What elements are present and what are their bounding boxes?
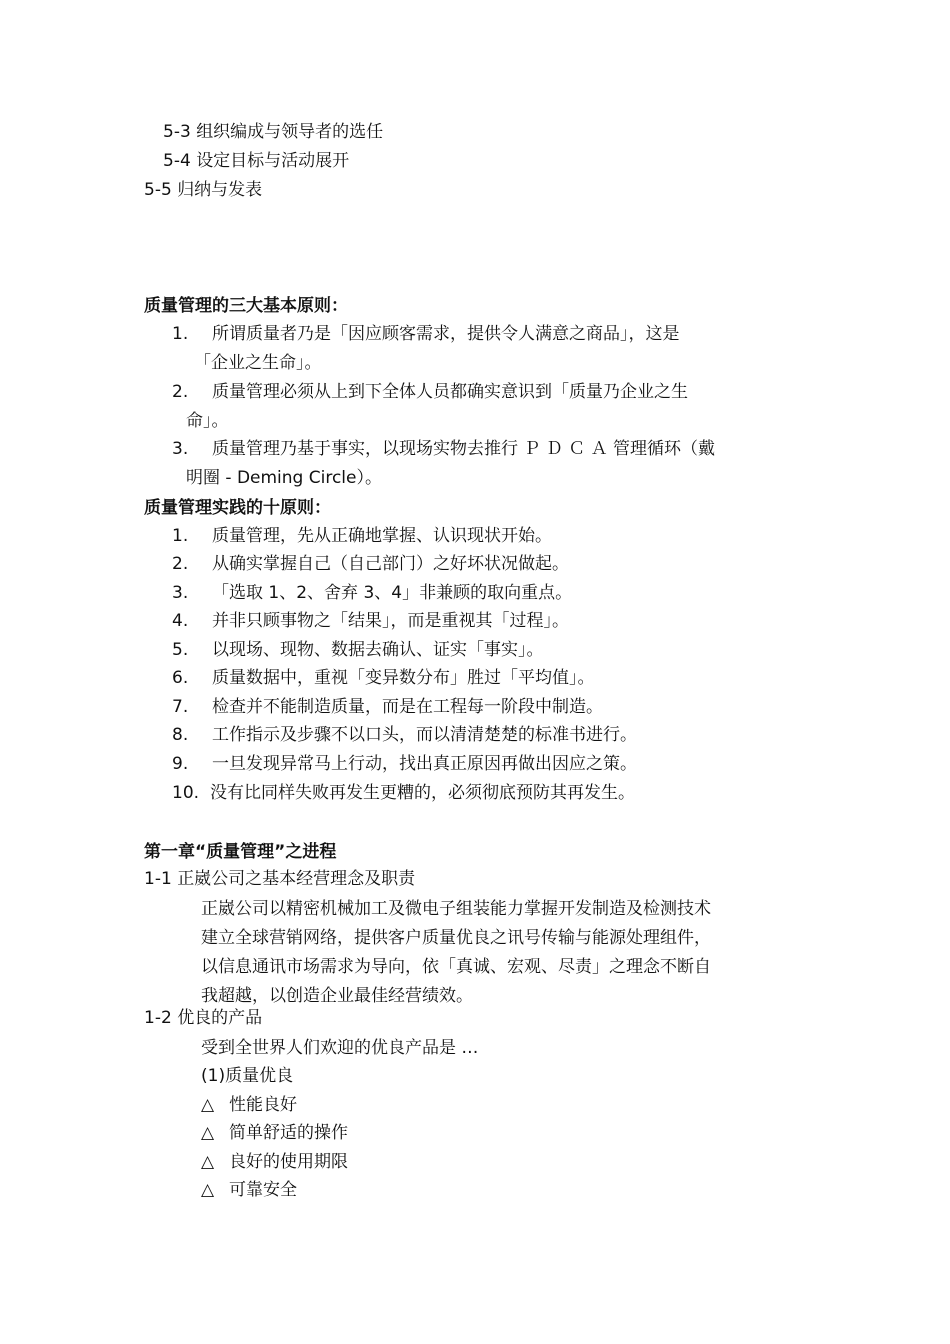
toc-item: 5-3 组织编成与领导者的选任	[163, 122, 384, 142]
subsection-heading: 1-1 正崴公司之基本经营理念及职责	[144, 869, 416, 889]
paragraph-line: 我超越，以创造企业最佳经营绩效。	[201, 986, 473, 1006]
list-item: 1. 质量管理，先从正确地掌握、认识现状开始。	[172, 526, 552, 546]
list-item: 9. 一旦发现异常马上行动，找出真正原因再做出因应之策。	[172, 754, 637, 774]
list-item-continuation: 明圈 - Deming Circle）。	[186, 468, 382, 488]
section-heading-ten-principles: 质量管理实践的十原则：	[144, 498, 331, 518]
list-item: 8. 工作指示及步骤不以口头，而以清清楚楚的标准书进行。	[172, 725, 637, 745]
list-item-continuation: 「企业之生命」。	[194, 353, 322, 373]
list-item: 3. 质量管理乃基于事实，以现场实物去推行 Ｐ Ｄ Ｃ Ａ 管理循环（戴	[172, 439, 716, 459]
list-item: 3. 「选取 1、2、舍弃 3、4」非兼顾的取向重点。	[172, 583, 573, 603]
list-item-continuation: 命」。	[186, 411, 229, 431]
triangle-bullet-icon: △	[201, 1180, 215, 1200]
bullet-item: △ 可靠安全	[201, 1180, 297, 1200]
list-item: 4. 并非只顾事物之「结果」，而是重视其「过程」。	[172, 611, 569, 631]
list-item: 6. 质量数据中，重视「变异数分布」胜过「平均值」。	[172, 668, 595, 688]
list-item: 5. 以现场、现物、数据去确认、证实「事实」。	[172, 640, 544, 660]
bullet-item: △ 简单舒适的操作	[201, 1123, 348, 1143]
triangle-bullet-icon: △	[201, 1095, 215, 1115]
list-item: 7. 检查并不能制造质量，而是在工程每一阶段中制造。	[172, 697, 603, 717]
paragraph-line: 受到全世界人们欢迎的优良产品是 …	[201, 1038, 479, 1058]
list-item: 2. 质量管理必须从上到下全体人员都确实意识到「质量乃企业之生	[172, 382, 688, 402]
triangle-bullet-icon: △	[201, 1123, 215, 1143]
subsection-heading: 1-2 优良的产品	[144, 1008, 263, 1028]
list-item: 10. 没有比同样失败再发生更糟的，必须彻底预防其再发生。	[172, 783, 635, 803]
paragraph-line: 以信息通讯市场需求为导向，依「真诚、宏观、尽责」之理念不断自	[201, 957, 711, 977]
bullet-item: △ 良好的使用期限	[201, 1152, 348, 1172]
section-heading-three-principles: 质量管理的三大基本原则：	[144, 296, 348, 316]
toc-item: 5-4 设定目标与活动展开	[163, 151, 350, 171]
triangle-bullet-icon: △	[201, 1152, 215, 1172]
list-item: 1. 所谓质量者乃是「因应顾客需求，提供令人满意之商品」，这是	[172, 324, 680, 344]
sub-list-heading: (1)质量优良	[201, 1066, 294, 1086]
chapter-heading: 第一章“质量管理”之进程	[144, 842, 337, 862]
toc-item: 5-5 归纳与发表	[144, 180, 263, 200]
paragraph-line: 建立全球营销网络，提供客户质量优良之讯号传输与能源处理组件，	[201, 928, 711, 948]
paragraph-line: 正崴公司以精密机械加工及微电子组装能力掌握开发制造及检测技术	[201, 899, 711, 919]
list-item: 2. 从确实掌握自己（自己部门）之好坏状况做起。	[172, 554, 569, 574]
bullet-item: △ 性能良好	[201, 1095, 297, 1115]
